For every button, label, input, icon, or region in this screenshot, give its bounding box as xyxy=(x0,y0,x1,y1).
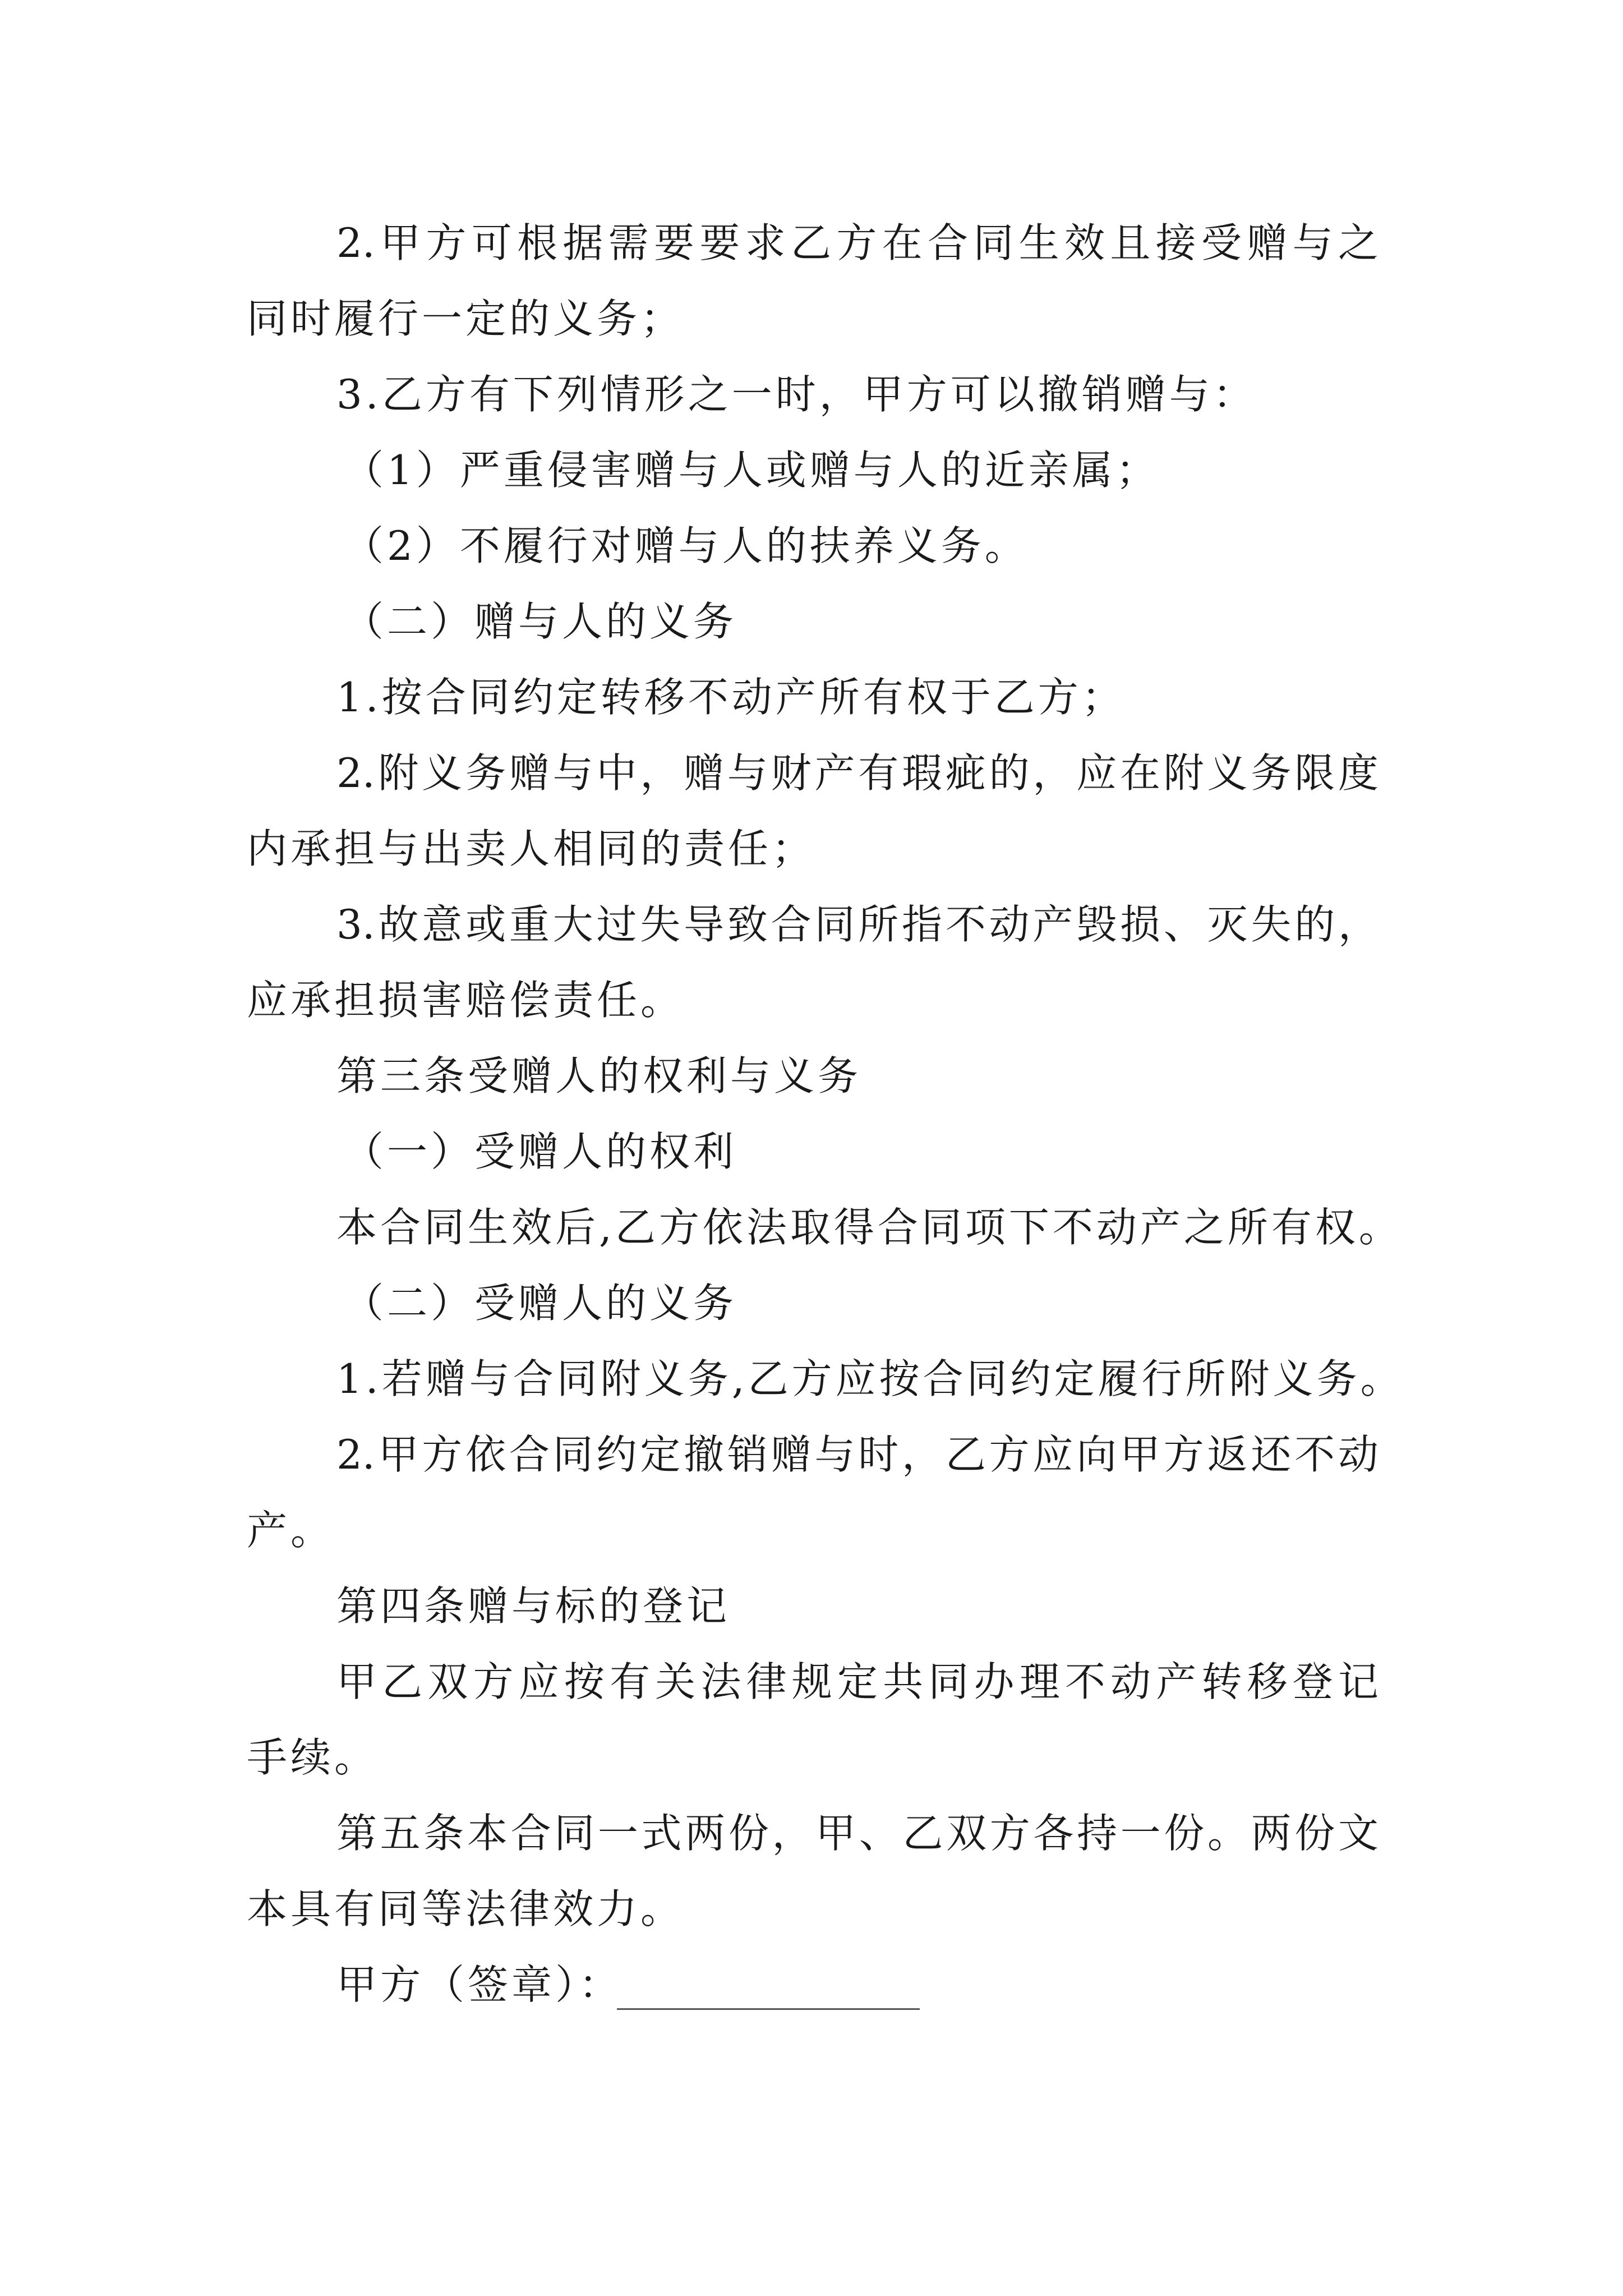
article-four-heading: 第四条赠与标的登记 xyxy=(336,1582,731,1630)
text-line-4: （1）严重侵害赠与人或赠与人的近亲属； xyxy=(343,447,1160,494)
text-line-3: 3.乙方有下列情形之一时，甲方可以撤销赠与： xyxy=(336,371,1257,418)
text-line-14: 本合同生效后,乙方依法取得合同项下不动产之所有权。 xyxy=(336,1204,1403,1251)
party-a-signature-label: 甲方（签章）： xyxy=(336,1961,623,2008)
text-line-8: 2.附义务赠与中，赠与财产有瑕疵的，应在附义务限度 xyxy=(336,749,1378,797)
section-heading-donee-rights: （一）受赠人的权利 xyxy=(343,1128,737,1175)
text-line-17: 2.甲方依合同约定撤销赠与时，乙方应向甲方返还不动 xyxy=(336,1431,1378,1478)
text-line-2: 同时履行一定的义务； xyxy=(247,295,685,342)
text-line-11: 应承担损害赔偿责任。 xyxy=(247,977,685,1024)
text-line-21: 手续。 xyxy=(247,1734,379,1781)
text-line-7: 1.按合同约定转移不动产所有权于乙方； xyxy=(336,674,1126,721)
text-line-20: 甲乙双方应按有关法律规定共同办理不动产转移登记 xyxy=(336,1658,1378,1705)
article-five-line-1: 第五条本合同一式两份，甲、乙双方各持一份。两份文 xyxy=(336,1810,1378,1857)
article-three-heading: 第三条受赠人的权利与义务 xyxy=(336,1052,862,1099)
party-a-signature-line xyxy=(617,2008,920,2010)
section-heading-donor-obligations: （二）赠与人的义务 xyxy=(343,598,737,645)
text-line-5: （2）不履行对赠与人的扶养义务。 xyxy=(343,522,1029,569)
text-line-1: 2.甲方可根据需要要求乙方在合同生效且接受赠与之 xyxy=(336,219,1378,266)
text-line-16: 1.若赠与合同附义务,乙方应按合同约定履行所附义务。 xyxy=(336,1355,1404,1402)
text-line-18: 产。 xyxy=(247,1507,335,1554)
section-heading-donee-obligations: （二）受赠人的义务 xyxy=(343,1280,737,1327)
article-five-line-2: 本具有同等法律效力。 xyxy=(247,1885,685,1932)
text-line-10: 3.故意或重大过失导致合同所指不动产毁损、灭失的， xyxy=(336,901,1378,948)
text-line-9: 内承担与出卖人相同的责任； xyxy=(247,825,816,872)
